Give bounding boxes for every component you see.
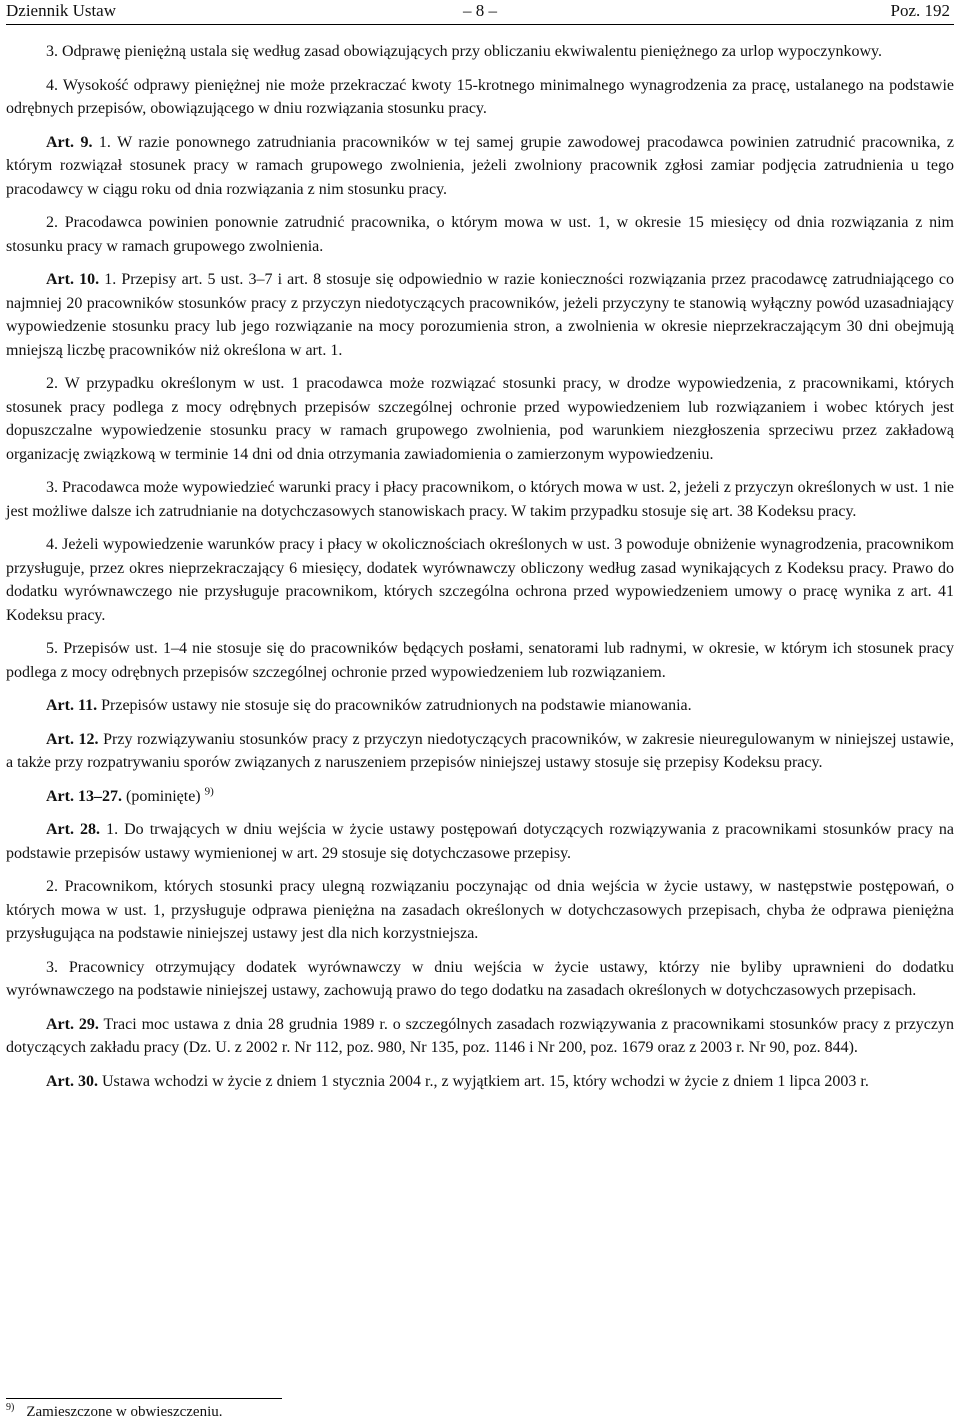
paragraph-text: (pominięte) bbox=[125, 787, 201, 805]
paragraph-p8 bbox=[6, 533, 954, 627]
paragraph-p3 bbox=[6, 131, 954, 202]
article-number: Art. 13–27. bbox=[46, 787, 122, 805]
footnote-divider bbox=[6, 1398, 282, 1399]
paragraph-text: 2. Pracownikom, których stosunki pracy ulegną rozwiązaniu poczynając od dnia wejścia w życie ustawy, w następstwie postępowań, o których mowa w ust. 1, przysługuje odprawa pieniężna na zasadach określonych w dotychczasowych przepisach, chyba że odprawa pieniężna przysługująca na podstawie niniejszej ustawy jest dla nich korzystniejsza. bbox=[6, 878, 954, 942]
paragraph-p1 bbox=[6, 40, 954, 64]
paragraph-p13 bbox=[6, 818, 954, 865]
article-number: Art. 12. bbox=[46, 730, 99, 748]
footnote-marker: 9) bbox=[6, 1402, 15, 1413]
article-number: Art. 30. bbox=[46, 1072, 98, 1090]
paragraph-text: 3. Pracownicy otrzymujący dodatek wyrównawczy w dniu wejścia w życie ustawy, którzy nie byliby uprawnieni do dodatku wyrównawczego na podstawie niniejszej ustawy, zachowują prawo do tego dodatku na zasadach określonych w dotychczasowych przepisach. bbox=[6, 958, 954, 999]
page-header bbox=[6, 0, 954, 25]
paragraph-p6 bbox=[6, 372, 954, 466]
paragraph-p7 bbox=[6, 476, 954, 523]
paragraph-text: 1. Przepisy art. 5 ust. 3–7 i art. 8 stosuje się odpowiednio w razie konieczności rozwiązania przez pracodawcę zatrudniającego co najmniej 20 pracowników stosunków pracy z przyczyn niedotyczących pracowników, jeżeli przyczyny te stanowią wyłączny powód uzasadniający wypowiedzenie stosunku pracy lub jego rozwiązanie na mocy porozumienia stron, a zwolnienia w okresie nieprzekraczającym 30 dni obejmują mniejszą liczbę pracowników niż określona w art. 1. bbox=[6, 271, 955, 359]
paragraph-p12 bbox=[6, 785, 954, 809]
page-number: – 8 – bbox=[463, 1, 497, 20]
paragraph-p10 bbox=[6, 694, 954, 718]
document-body bbox=[6, 40, 954, 1103]
article-number: Art. 11. bbox=[46, 697, 98, 714]
paragraph-text: Ustawa wchodzi w życie z dniem 1 stycznia 2004 r., z wyjątkiem art. 15, który wchodzi w życie z dniem 1 lipca 2003 r. bbox=[101, 1072, 869, 1090]
paragraph-text: 4. Wysokość odprawy pieniężnej nie może przekraczać kwoty 15-krotnego minimalnego wynagrodzenia za pracę, ustalanego na podstawie odrębnych przepisów, obowiązującego w dniu rozwiązania stosunku pracy. bbox=[6, 76, 954, 117]
paragraph-text: 3. Odprawę pieniężną ustala się według zasad obowiązujących przy obliczaniu ekwiwalentu pieniężnego za urlop wypoczynkowy. bbox=[46, 43, 882, 60]
footnote-text: Zamieszczone w obwieszczeniu. bbox=[26, 1404, 223, 1420]
article-number: Art. 29. bbox=[46, 1015, 99, 1033]
position-number: Poz. 192 bbox=[890, 1, 950, 20]
paragraph-p2 bbox=[6, 74, 954, 121]
paragraph-text: 1. Do trwających w dniu wejścia w życie ustawy postępowań dotyczących rozwiązywania z pracownikami stosunków pracy na podstawie przepisów ustawy wymienionej w art. 29 stosuje się dotychczasowe przepisy. bbox=[6, 821, 955, 862]
footnote bbox=[6, 1403, 223, 1421]
paragraph-text: 2. W przypadku określonym w ust. 1 pracodawca może rozwiązać stosunki pracy, w drodze wypowiedzenia, z pracownikami, których stosunek pracy podlega z mocy odrębnych przepisów szczególnej ochronie przed wypowiedzeniem lub rozwiązaniem i wobec których jest dopuszczalne wypowiedzenie stosunku pracy w ramach grupowego zwolnienia, pod warunkiem niezgłoszenia sprzeciwu przez zakładową organizację związkową w terminie 14 dni od dnia otrzymania zawiadomienia o zamierzonym wypowiedzeniu. bbox=[6, 375, 954, 463]
footnote-reference: 9) bbox=[204, 785, 214, 798]
paragraph-p9 bbox=[6, 637, 954, 684]
paragraph-p16 bbox=[6, 1013, 954, 1060]
paragraph-text: 4. Jeżeli wypowiedzenie warunków pracy i płacy w okolicznościach określonych w ust. 3 powoduje obniżenie wynagrodzenia, pracownikom przysługuje, przez okres nieprzekraczający 6 miesięcy, dodatek wyrównawczy obliczony według zasad wynikających z Kodeksu pracy. Prawo do dodatku wyrównawczego nie przysługuje pracownikom, których szczególna ochrona przed wypowiedzeniem umowy o pracę wynika z art. 41 Kodeksu pracy. bbox=[6, 536, 954, 624]
paragraph-text: Traci moc ustawa z dnia 28 grudnia 1989 r. o szczególnych zasadach rozwiązywania z pracownikami stosunków pracy z przyczyn dotyczących zakładu pracy (Dz. U. z 2002 r. Nr 112, poz. 980, Nr 135, poz. 1146 i Nr 200, poz. 1679 oraz z 2003 r. Nr 90, poz. 844). bbox=[6, 1015, 954, 1056]
paragraph-text: 5. Przepisów ust. 1–4 nie stosuje się do pracowników będących posłami, senatorami lub radnymi, w okresie, w którym ich stosunek pracy podlega z mocy odrębnych przepisów szczególnej ochronie przed wypowiedzeniem lub rozwiązaniem. bbox=[6, 640, 954, 681]
paragraph-p17 bbox=[6, 1070, 954, 1094]
paragraph-p11 bbox=[6, 728, 954, 775]
paragraph-text: 2. Pracodawca powinien ponownie zatrudnić pracownika, o którym mowa w ust. 1, w okresie 15 miesięcy od dnia rozwiązania z nim stosunku pracy w ramach grupowego zwolnienia. bbox=[6, 214, 954, 255]
paragraph-text: Przy rozwiązywaniu stosunków pracy z przyczyn niedotyczących pracowników, w zakresie nieuregulowanym w niniejszej ustawie, a także przy rozpatrywaniu sporów związanych z naruszeniem przepisów niniejszej ustawy stosuje się przepisy Kodeksu pracy. bbox=[6, 730, 955, 771]
paragraph-p4 bbox=[6, 211, 954, 258]
article-number: Art. 9. bbox=[46, 133, 93, 151]
paragraph-p14 bbox=[6, 875, 954, 946]
paragraph-p15 bbox=[6, 956, 954, 1003]
paragraph-text: 3. Pracodawca może wypowiedzieć warunki pracy i płacy pracownikom, o których mowa w ust. 2, jeżeli z przyczyn określonych w ust. 1 nie jest możliwe dalsze ich zatrudnianie na dotychczasowych stanowiskach pracy. W takim przypadku stosuje się art. 38 Kodeksu pracy. bbox=[6, 479, 954, 520]
article-number: Art. 10. bbox=[46, 271, 100, 288]
journal-title: Dziennik Ustaw bbox=[6, 1, 117, 20]
paragraph-p5 bbox=[6, 268, 954, 362]
paragraph-text: Przepisów ustawy nie stosuje się do pracowników zatrudnionych na podstawie mianowania. bbox=[101, 697, 692, 714]
paragraph-text: 1. W razie ponownego zatrudniania pracowników w tej samej grupie zawodowej pracodawca powinien zatrudnić pracownika, z którym rozwiązał stosunek pracy w ramach grupowego zwolnienia, jeżeli zwolniony pracownik zgłosi zamiar podjęcia zatrudnienia u tego pracodawcy w ciągu roku od dnia rozwiązania z nim stosunku pracy. bbox=[6, 133, 955, 198]
article-number: Art. 28. bbox=[46, 821, 101, 838]
